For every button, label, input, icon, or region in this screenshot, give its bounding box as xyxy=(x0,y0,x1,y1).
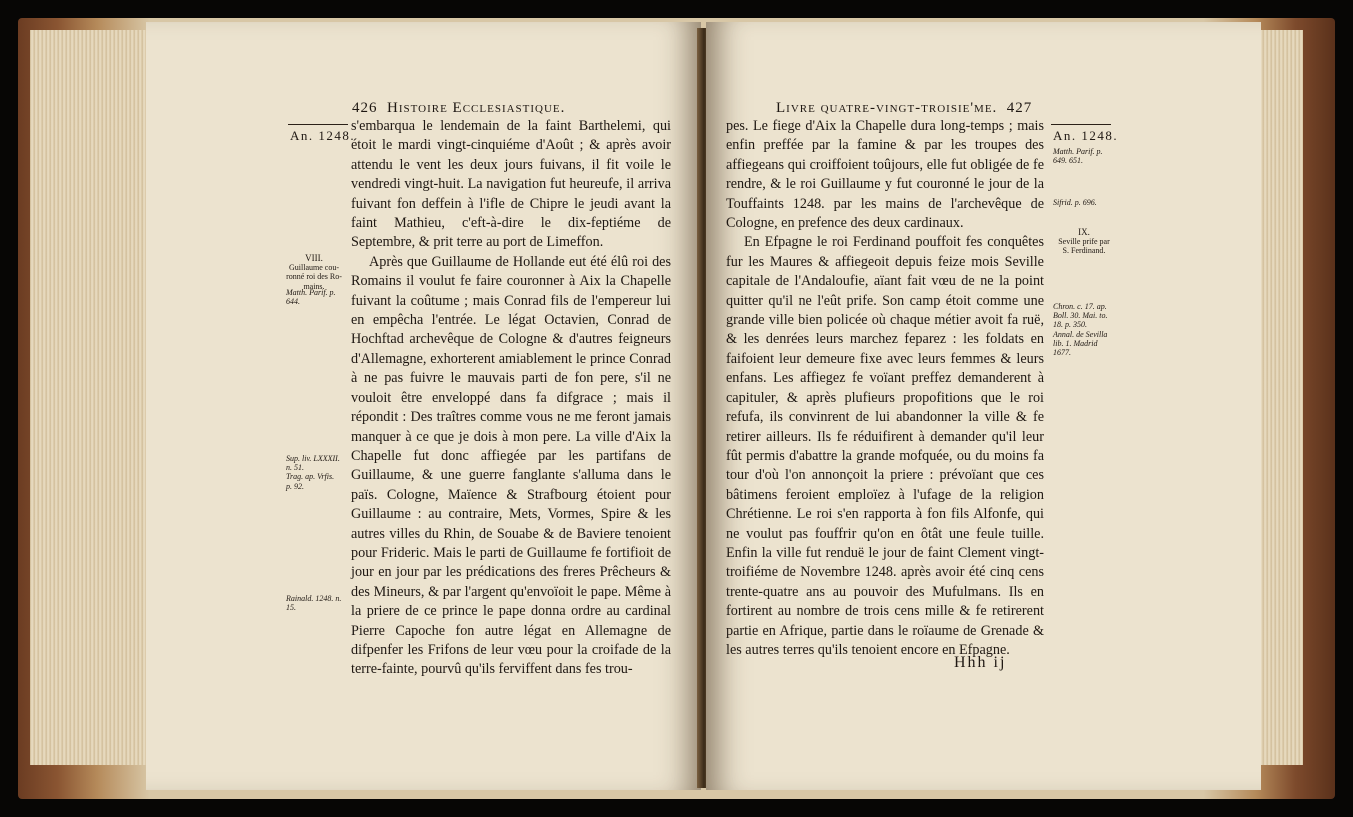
left-year-mark: An. 1248. xyxy=(290,128,356,143)
left-page-number: 426 xyxy=(352,100,378,116)
left-paragraph: s'embarqua le lendemain de la faint Barthelemi, qui étoit le mardi vingt-cinquiéme d'Août ; & après avoir attendu le vent les deux jours fuivans, il fit voile le vendredi vingt-huit. La navigation fut heureufe, il arriva fuivant fon deffein à l'ifle de Chipre le jeudi avant la faint Mathieu, c'eft-à-dire le dix-feptiéme de Septembre, & prit terre au port de Limeffon. xyxy=(351,118,671,251)
left-margin-note-3: Sup. liv. LXXXII. n. 51. Trag. ap. Vrfis. p. 92. xyxy=(286,454,340,491)
left-page xyxy=(146,22,701,790)
right-margin-rule xyxy=(1051,124,1111,125)
left-paragraph: Après que Guillaume de Hollande eut été élû roi des Romains il voulut fe faire couronner à Aix la Chapelle fuivant la coûtume ; mais Conrad fils de l'empereur lui en empêcha l'entrée. Le légat Octavien, Conrad de Hochftad archevêque de Cologne & d'autres feigneurs d'Allemagne, exhorterent amiablement le prince Conrad à ne pas fuivre le mauvais parti de fon pere, s'il ne vouloit être enveloppé dans fa difgrace ; mais il répondit : Des traîtres comme vous ne me feront jamais manquer à ce que je dois à mon pere. La ville d'Aix la Chapelle fut donc affiegée par les partifans de Guillaume, & une guerre fanglante s'alluma dans le païs. Cologne, Maïence & Strafbourg étoient pour Guillaume : au contraire, Mets, Vormes, Spire & les autres villes du Rhin, de Souabe & de Baviere tenoient pour Frideric. Mais le parti de Guillaume fe fortifioit de jour en jour par les prédications des freres Prêcheurs & des Mineurs, & par l'argent qu'envoïoit le pape. Même à la priere de ce prince le pape donna ordre au cardinal Pierre Capoche fon autre légat en Allemagne de difpenfer les Frifons de leur vœu pour la croifade de la terre-fainte, pourvû qu'ils ferviffent dans fes trou- xyxy=(351,253,671,678)
page-edges-left xyxy=(30,30,150,765)
left-body-text xyxy=(351,117,671,680)
right-margin-note-4: Chron. c. 17. ap. Boll. 30. Mai. to. 18. p. 350. Annal. de Sevilla lib. 1. Madrid 1677. xyxy=(1053,302,1108,358)
left-running-title: Histoire Ecclesiastique. xyxy=(387,100,566,116)
signature-mark: Hhh ij xyxy=(954,654,1007,671)
right-page xyxy=(706,22,1261,790)
left-margin-note-2: Matth. Parif. p. 644. xyxy=(286,288,336,307)
right-paragraph: En Efpagne le roi Ferdinand pouffoit fes conquêtes fur les Maures & affiegeoit depuis feize mois Seville capitale de l'Andaloufie, aïant fait vœu de ne la point quitter qu'il ne l'eût prife. Son camp étoit comme une grande ville bien policée où chaque métier avoit fa ruë, & les denrées leurs marchez feparez : les foldats en faifoient leur demeure fixe avec leurs femmes & leurs enfans. Les affiegez fe voïant preffez demanderent à capituler, & après plufieurs propofitions que le roi refufa, ils convinrent de lui abandonner la ville & fe retirer ailleurs. Ils fe réduifirent à demander qu'il leur fût permis d'abattre la grande mofquée, ou du moins fa tour d'où l'on annonçoit la priere : prévoïant que ces bâtimens feroient emploïez à l'ufage de la religion Chrétienne. Le roi s'en rapporta à fon fils Alfonfe, qui ne voulut pas fouffrir qu'on en ôtât une feule tuille. Enfin la ville fut renduë le jour de faint Clement vingt-troifiéme de Novembre 1248. après avoir été cinq cens trente-quatre ans au pouvoir des Mufulmans. Ils en fortirent au nombre de trois cens mille & fe retirerent partie en Afrique, partie dans le roïaume de Grenade & les autres terres qu'ils tenoient encore en Efpagne. xyxy=(726,234,1044,658)
right-page-number: 427 xyxy=(1006,100,1033,116)
right-margin-note-2: Sifrid. p. 696. xyxy=(1053,198,1097,207)
right-margin-note-1: Matth. Parif. p. 649. 651. xyxy=(1053,147,1103,166)
right-year-mark: An. 1248. xyxy=(1053,128,1119,143)
right-running-head xyxy=(776,100,1032,117)
left-margin-note-1: VIII. Guillaume cou- ronné roi des Ro- mains. xyxy=(286,253,342,291)
right-running-title: Livre quatre-vingt-troisie'me. xyxy=(776,100,998,116)
right-paragraph: pes. Le fiege d'Aix la Chapelle dura long-temps ; mais enfin preffée par la famine & par les troupes des affiegeans qui croiffoient toûjours, elle fut obligée de fe rendre, & le roi Guillaume y fut couronné le jour de la Touffaints 1248. par les mains de l'archevêque de Cologne, en prefence des deux cardinaux. xyxy=(726,118,1044,232)
right-body-text xyxy=(726,117,1044,660)
right-margin-note-3: IX. Seville prife par S. Ferdinand. xyxy=(1058,227,1110,256)
left-margin-rule xyxy=(288,124,348,125)
left-running-head xyxy=(352,100,565,117)
left-margin-note-4: Rainald. 1248. n. 15. xyxy=(286,594,342,613)
page-edges-right xyxy=(1255,30,1303,765)
